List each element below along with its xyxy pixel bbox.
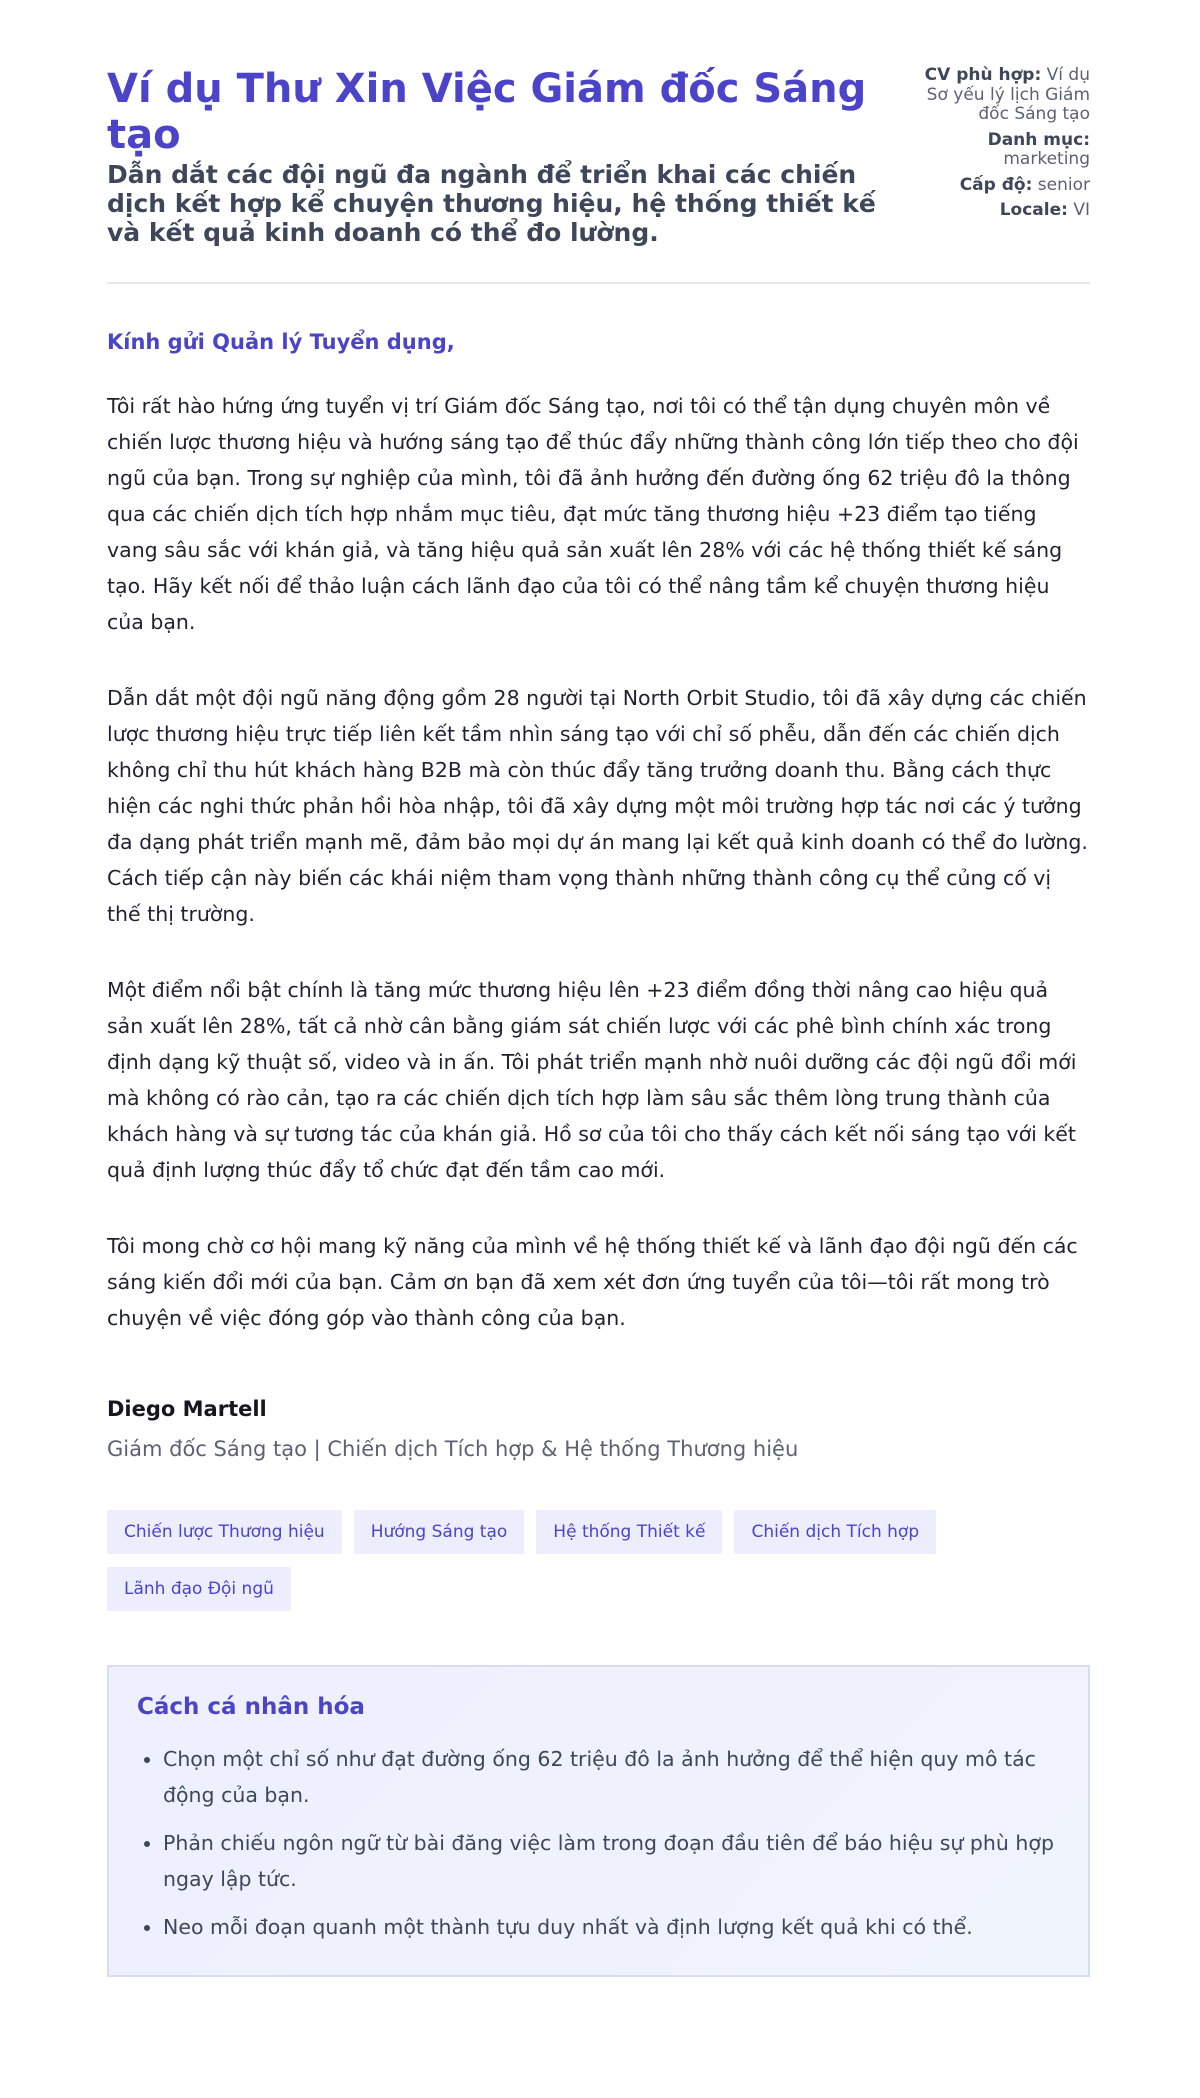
- meta-level: [910, 176, 1090, 196]
- meta-locale-label: Locale:: [999, 200, 1068, 220]
- tip-item-2: • Phản chiếu ngôn ngữ từ bài đăng việc làm trong đoạn đầu tiên để báo hiệu sự phù hợp ngay lập tức.: [163, 1825, 1060, 1897]
- signature-block: [107, 1396, 1090, 1462]
- meta-locale: [910, 201, 1090, 221]
- meta-cv-label: CV phù hợp:: [924, 65, 1042, 85]
- page-title: Ví dụ Thư Xin Việc Giám đốc Sáng tạo: [107, 66, 867, 158]
- page-header: [107, 66, 1090, 284]
- personalization-tips: [107, 1665, 1090, 1977]
- meta-cv-value: Ví dụ Sơ yếu lý lịch Giám đốc Sáng tạo: [926, 65, 1090, 124]
- tips-list: [137, 1741, 1060, 1945]
- letter-paragraph-1: Tôi rất hào hứng ứng tuyển vị trí Giám đốc Sáng tạo, nơi tôi có thể tận dụng chuyên môn về chiến lược thương hiệu và hướng sáng tạo để thúc đẩy những thành công lớn tiếp theo cho đội ngũ của bạn. Trong sự nghiệp của mình, tôi đã ảnh hưởng đến đường ống 62 triệu đô la thông qua các chiến dịch tích hợp nhắm mục tiêu, đạt mức tăng thương hiệu +23 điểm tạo tiếng vang sâu sắc với khán giả, và tăng hiệu quả sản xuất lên 28% với các hệ thống thiết kế sáng tạo. Hãy kết nối để thảo luận cách lãnh đạo của tôi có thể nâng tầm kể chuyện thương hiệu của bạn.: [107, 394, 1079, 634]
- tips-title: Cách cá nhân hóa: [137, 1694, 365, 1720]
- salutation: Kính gửi Quản lý Tuyển dụng,: [107, 330, 455, 354]
- letter-paragraph-2: Dẫn dắt một đội ngũ năng động gồm 28 người tại North Orbit Studio, tôi đã xây dựng các chiến lược thương hiệu trực tiếp liên kết tầm nhìn sáng tạo với chỉ số phễu, dẫn đến các chiến dịch không chỉ thu hút khách hàng B2B mà còn thúc đẩy tăng trưởng doanh thu. Bằng cách thực hiện các nghi thức phản hồi hòa nhập, tôi đã xây dựng một môi trường hợp tác nơi các ý tưởng đa dạng phát triển mạnh mẽ, đảm bảo mọi dự án mang lại kết quả kinh doanh có thể đo lường. Cách tiếp cận này biến các khái niệm tham vọng thành những thành công cụ thể củng cố vị thế thị trường.: [107, 686, 1088, 926]
- tag-team-leadership: Lãnh đạo Đội ngũ: [107, 1567, 291, 1611]
- tip-item-1: • Chọn một chỉ số như đạt đường ống 62 triệu đô la ảnh hưởng để thể hiện quy mô tác động của bạn.: [163, 1741, 1060, 1813]
- skill-tags: [107, 1510, 967, 1611]
- letter-paragraph-3: Một điểm nổi bật chính là tăng mức thương hiệu lên +23 điểm đồng thời nâng cao hiệu quả sản xuất lên 28%, tất cả nhờ cân bằng giám sát chiến lược với các phê bình chính xác trong định dạng kỹ thuật số, video và in ấn. Tôi phát triển mạnh nhờ nuôi dưỡng các đội ngũ đổi mới mà không có rào cản, tạo ra các chiến dịch tích hợp làm sâu sắc thêm lòng trung thành của khách hàng và sự tương tác của khán giả. Hồ sơ của tôi cho thấy cách kết nối sáng tạo với kết quả định lượng thúc đẩy tổ chức đạt đến tầm cao mới.: [107, 978, 1077, 1182]
- meta-level-label: Cấp độ:: [959, 174, 1033, 195]
- letter-body: [107, 284, 1090, 1336]
- tip-item-3: • Neo mỗi đoạn quanh một thành tựu duy nhất và định lượng kết quả khi có thể.: [163, 1909, 1060, 1945]
- meta-category-value: marketing: [1003, 149, 1090, 169]
- meta-cv: [910, 66, 1090, 125]
- signature-name: Diego Martell: [107, 1397, 267, 1421]
- cover-letter-page: [107, 0, 1090, 1977]
- meta-category-label: Danh mục:: [987, 129, 1090, 150]
- meta-locale-value: VI: [1073, 200, 1090, 220]
- tag-design-systems: Hệ thống Thiết kế: [536, 1510, 722, 1554]
- meta-panel: [910, 66, 1090, 227]
- page-subtitle: Dẫn dắt các đội ngũ đa ngành để triển khai các chiến dịch kết hợp kể chuyện thương hiệu, hệ thống thiết kế và kết quả kinh doanh có thể đo lường.: [107, 160, 876, 247]
- meta-level-value: senior: [1037, 174, 1090, 195]
- title-block: [107, 66, 907, 247]
- meta-category: [910, 131, 1090, 170]
- signature-role: Giám đốc Sáng tạo | Chiến dịch Tích hợp & Hệ thống Thương hiệu: [107, 1437, 799, 1461]
- tag-integrated-campaigns: Chiến dịch Tích hợp: [734, 1510, 936, 1554]
- letter-paragraph-4: Tôi mong chờ cơ hội mang kỹ năng của mình về hệ thống thiết kế và lãnh đạo đội ngũ đến các sáng kiến đổi mới của bạn. Cảm ơn bạn đã xem xét đơn ứng tuyển của tôi—tôi rất mong trò chuyện về việc đóng góp vào thành công của bạn.: [107, 1234, 1078, 1330]
- tag-creative-direction: Hướng Sáng tạo: [354, 1510, 525, 1554]
- tag-brand-strategy: Chiến lược Thương hiệu: [107, 1510, 342, 1554]
